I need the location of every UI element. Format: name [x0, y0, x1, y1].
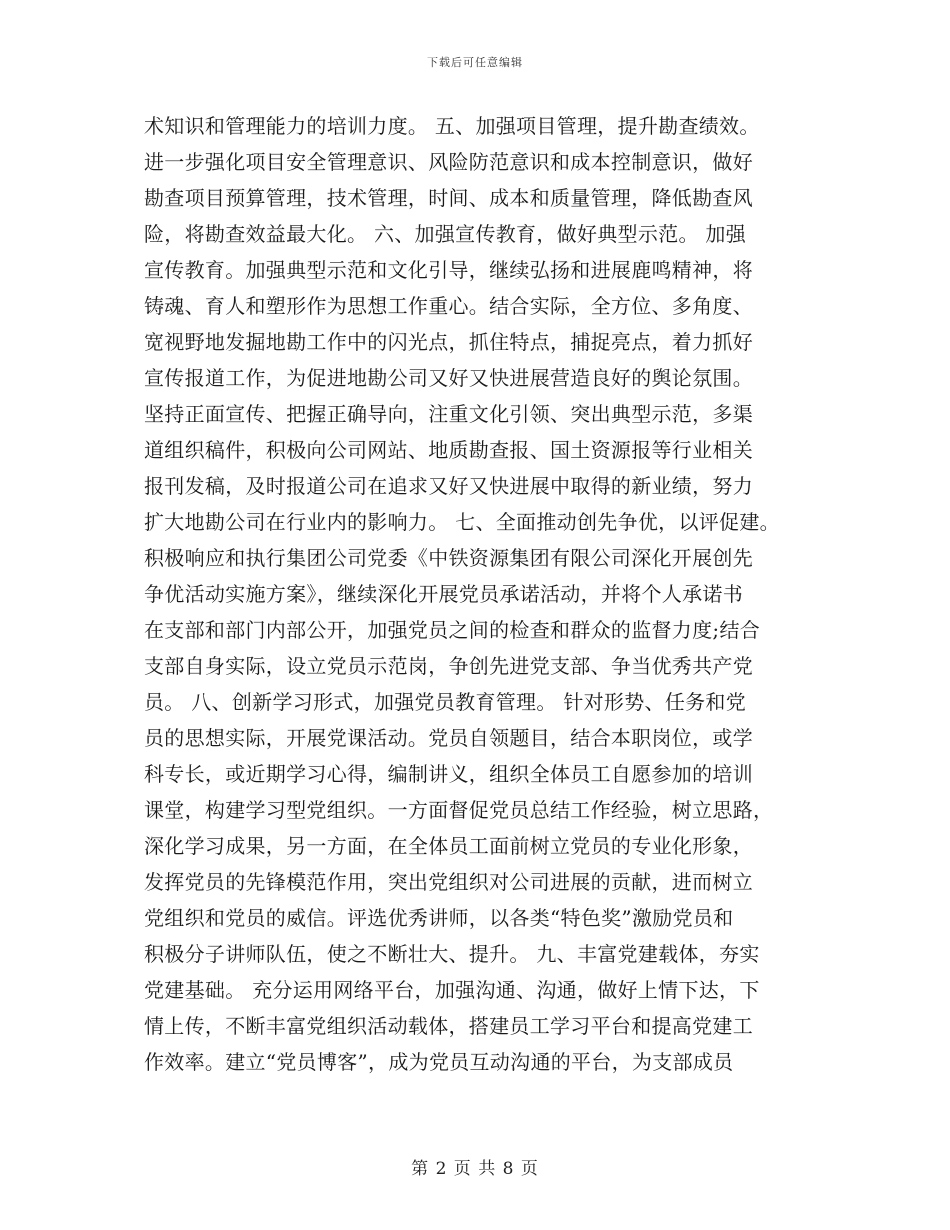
body-line: 扩大地勘公司在行业内的影响力。 七、全面推动创先争优，以评促建。 — [144, 510, 780, 534]
body-line: 宣传报道工作，为促进地勘公司又好又快进展营造良好的舆论氛围。 — [144, 366, 753, 390]
body-line: 员。 八、创新学习形式，加强党员教育管理。 针对形势、任务和党 — [144, 690, 747, 714]
body-line: 科专长，或近期学习心得，编制讲义，组织全体员工自愿参加的培训 — [144, 762, 753, 786]
body-line: 争优活动实施方案》，继续深化开展党员承诺活动，并将个人承诺书 — [144, 582, 743, 606]
body-line: 铸魂、育人和塑形作为思想工作重心。结合实际，全方位、多角度、 — [144, 294, 753, 318]
body-line: 积极响应和执行集团公司党委《中铁资源集团有限公司深化开展创先 — [144, 546, 753, 570]
body-line: 进一步强化项目安全管理意识、风险防范意识和成本控制意识，做好 — [144, 150, 753, 174]
body-line: 情上传，不断丰富党组织活动载体，搭建员工学习平台和提高党建工 — [144, 1014, 753, 1038]
document-body — [144, 108, 824, 1080]
body-line: 道组织稿件，积极向公司网站、地质勘查报、国土资源报等行业相关 — [144, 438, 753, 462]
body-line: 深化学习成果，另一方面，在全体员工面前树立党员的专业化形象， — [144, 834, 753, 858]
body-line: 宽视野地发掘地勘工作中的闪光点，抓住特点，捕捉亮点，着力抓好 — [144, 330, 753, 354]
body-line: 课堂，构建学习型党组织。一方面督促党员总结工作经验，树立思路， — [144, 798, 774, 822]
body-line: 坚持正面宣传、把握正确导向，注重文化引领、突出典型示范，多渠 — [144, 402, 753, 426]
body-line: 术知识和管理能力的培训力度。 五、加强项目管理，提升勘查绩效。 — [144, 114, 760, 138]
body-line: 支部自身实际，设立党员示范岗，争创先进党支部、争当优秀共产党 — [144, 654, 753, 678]
body-line: 党组织和党员的威信。评选优秀讲师，以各类“特色奖”激励党员和 — [144, 906, 734, 930]
body-line: 作效率。建立“党员博客”，成为党员互动沟通的平台，为支部成员 — [144, 1050, 734, 1074]
body-line: 员的思想实际，开展党课活动。党员自领题目，结合本职岗位，或学 — [144, 726, 753, 750]
body-line: 勘查项目预算管理，技术管理，时间、成本和质量管理，降低勘查风 — [144, 186, 753, 210]
body-line: 在支部和部门内部公开，加强党员之间的检查和群众的监督力度;结合 — [144, 618, 761, 642]
body-line: 发挥党员的先锋模范作用，突出党组织对公司进展的贡献，进而树立 — [144, 870, 753, 894]
page-header-note: 下载后可任意编辑 — [427, 56, 523, 69]
body-line: 报刊发稿，及时报道公司在追求又好又快进展中取得的新业绩，努力 — [144, 474, 753, 498]
body-line: 党建基础。 充分运用网络平台，加强沟通、沟通，做好上情下达，下 — [144, 978, 760, 1002]
body-line: 险，将勘查效益最大化。 六、加强宣传教育，做好典型示范。 加强 — [144, 222, 747, 246]
body-line: 宣传教育。加强典型示范和文化引导，继续弘扬和进展鹿鸣精神，将 — [144, 258, 753, 282]
page-number: 第 2 页 共 8 页 — [411, 1159, 539, 1179]
body-line: 积极分子讲师队伍，使之不断壮大、提升。 九、丰富党建载体，夯实 — [144, 942, 760, 966]
